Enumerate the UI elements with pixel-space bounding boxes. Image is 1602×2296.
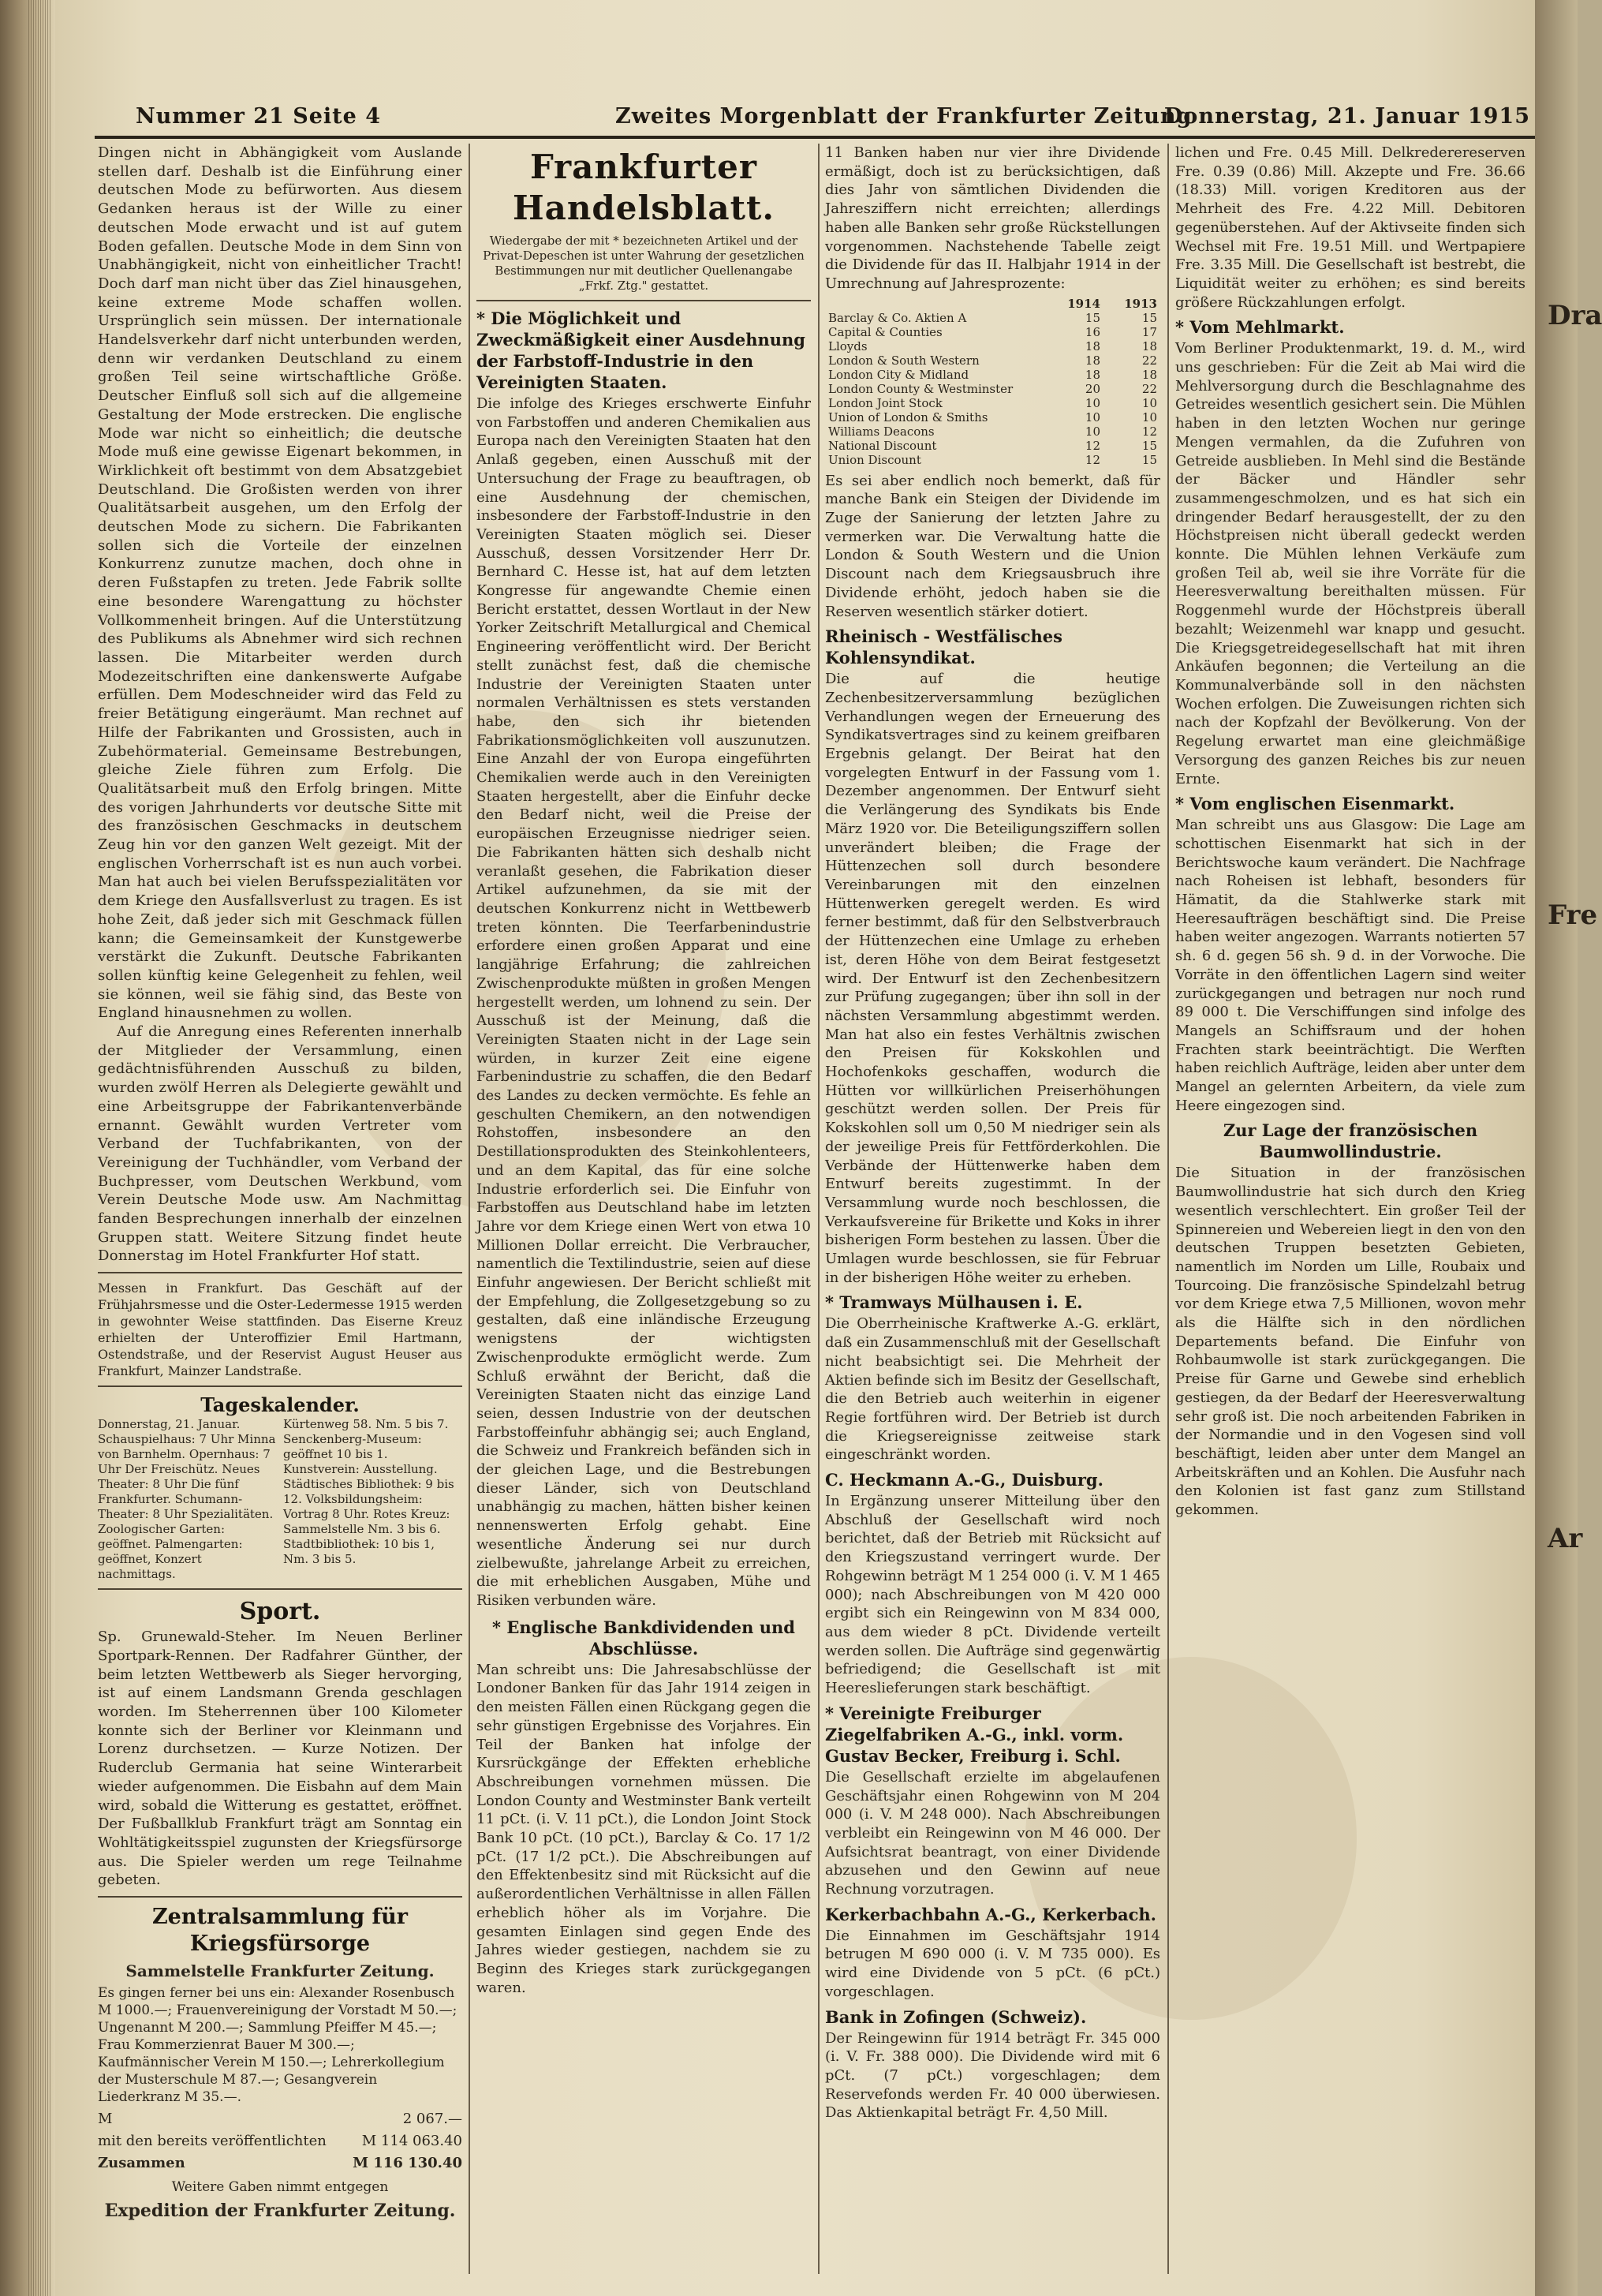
dividend-cell: 15 (1141, 452, 1157, 467)
dividend-cell: 22 (1141, 353, 1157, 368)
section-rule (98, 1385, 462, 1387)
article-continuation: Auf die Anregung eines Referenten innerhalb der Mitglieder der Versammlung, einen gedächtnisführenden Ausschuß zu bilden, wurden zwölf Herren als Delegierte gewählt und eine Arbeitsgruppe der Fabrikantenverbände ernannt. Gewählt wurden Vertreter vom Verband der Tuchfabrikanten, von der Vereinigung der Tuchhändler, vom Verband der Buchpresser, vom Deutschen Werkbund, vom Verein Deutsche Mode usw. Am Nachmittag fanden Besprechungen innerhalb der einzelnen Gruppen statt. Weitere Sitzung findet heute Donnerstag im Hotel Frankfurter Hof statt. (98, 1023, 462, 1265)
bank-name-cell (825, 297, 1047, 311)
dividend-cell: 10 (1085, 395, 1100, 410)
adjacent-page-fragment: Fre (1548, 899, 1598, 931)
section-rule (476, 300, 811, 301)
article-headline: * Die Möglichkeit und Zweckmäßigkeit einer Ausdehnung der Farbstoff-Industrie in den Vereinigten Staaten. (476, 309, 805, 392)
article-headline: Rheinisch - Westfälisches Kohlensyndikat. (825, 626, 1062, 668)
section-rule (98, 1896, 462, 1898)
dividend-cell: 18 (1141, 367, 1157, 382)
article-text: Der Reingewinn für 1914 beträgt Fr. 345 000 (i. V. Fr. 388 000). Die Dividende wird mit 6 pCt. (7 pCt.) vorgeschlagen; dem Reservefonds werden Fr. 40 000 überwiesen. Das Aktienkapital beträgt Fr. 4,50 Mill. (825, 2029, 1160, 2122)
issue-date: Donnerstag, 21. Januar 1915 (1163, 104, 1530, 129)
article-text: Die auf die heutige Zechenbesitzerversammlung bezüglichen Verhandlungen wegen der Erneuerung des Syndikatsvertrages sind zu keinem greifbaren Ergebnis gelangt. Der Beirat hat den vorgelegten Entwurf in der Fassung vom 1. Dezember angenommen. Der Entwurf sieht die Verlängerung des Syndikats bis Ende März 1920 vor. Die Beteiligungsziffern sollen unverändert bleiben; die Frage der Hüttenzechen soll durch besondere Vereinbarungen mit den einzelnen Hüttenwerken geregelt werden. Es wird ferner bestimmt, daß für den Selbstverbrauch der Hüttenzechen eine Umlage zu erheben ist, deren Höhe von dem Beirat festgesetzt wird. Der Entwurf ist den Zechenbesitzern zur Prüfung zugegangen; über ihn soll in der nächsten Versammlung abgestimmt werden. Man hat also ein festes Verhältnis zwischen den Preisen für Kokskohlen und Hochofenkoks geschaffen, wodurch die Hütten vor willkürlichen Preiserhöhungen geschützt werden sollen. Der Preis für Kokskohlen soll um 0,50 M niedriger sein als der jeweilige Preis für Fettförderkohlen. Die Verbände der Hüttenwerke haben dem Entwurf bereits zugestimmt. In der Versammlung wurde noch beschlossen, die Verkaufsvereine für Brikette und Koks in ihrer bisherigen Form bestehen zu lassen. Über die Umlagen wurde beschlossen, sie für Februar in der bisherigen Höhe weiter zu erheben. (825, 671, 1160, 1286)
bank-name-cell: Capital & Counties (828, 324, 943, 339)
bank-name-cell: London Joint Stock (828, 395, 943, 410)
article-headline: Zur Lage der französischen Baumwollindustrie. (1223, 1120, 1478, 1162)
table-row (825, 339, 1160, 353)
article-headline: * Tramways Mülhausen i. E. (825, 1292, 1083, 1313)
article-text: Die Einnahmen im Geschäftsjahr 1914 betrugen M 690 000 (i. V. M 735 000). Es wird eine Dividende von 5 pCt. (6 pCt.) vorgeschlagen. (825, 1927, 1160, 2000)
article-text: Es sei aber endlich noch bemerkt, daß für manche Bank ein Steigen der Dividende im Zuge der Sanierung der letzten Jahre zu vermerken war. Die Verwaltung hatte die London & South Western und die Union Discount nach dem Kriegsausbruch ihre Dividende erhöht, jedoch haben sie die Reserven wesentlich stärker dotiert. (825, 472, 1160, 620)
page-header (63, 104, 1530, 136)
dividend-cell: 18 (1141, 338, 1157, 353)
fund-subtitle: Sammelstelle Frankfurter Zeitung. (125, 1961, 435, 1981)
adjacent-page-fragment: Dra (1548, 300, 1602, 331)
table-row (825, 353, 1160, 368)
article-headline: Kerkerbachbahn A.-G., Kerkerbach. (825, 1904, 1156, 1924)
article-continuation: lichen und Fre. 0.45 Mill. Delkrederereserven Fre. 0.39 (0.86) Mill. Akzepte und Fre. 36.66 (18.33) Mill. vorigen Kreditoren aus der Mehrheit des Fre. 4.22 Mill. Debitoren gegenüberstehen. Auf der Aktivseite finden sich Wechsel mit Fre. 19.51 Mill. und Wertpapiere Fre. 3.35 Mill. Die Gesellschaft ist bestrebt, die Liquidität weiter zu erhöhen; es sind bereits größere Rückzahlungen erfolgt. (1175, 144, 1525, 311)
section-title: Frankfurter Handelsblatt. (512, 148, 775, 227)
donations-list: Es gingen ferner bei uns ein: Alexander Rosenbusch M 1000.—; Frauenvereinigung der Vorstadt M 50.—; Ungenannt M 200.—; Sammlung Pfeiffer M 45.—; Frau Kommerzienrat Bauer M 300.—; Kaufmännischer Verein M 150.—; Lehrerkollegium der Musterschule M 87.—; Gesangverein Liederkranz M 35.—. (98, 1985, 457, 2106)
bank-name-cell: Union Discount (828, 452, 921, 467)
dividend-cell: 1913 (1124, 296, 1157, 311)
donation-subtotal (98, 2109, 462, 2130)
previous-label: mit den bereits veröffentlichten (98, 2133, 327, 2150)
article-text: Man schreibt uns aus Glasgow: Die Lage am schottischen Eisenmarkt hat sich in der Berichtswoche kaum verändert. Die Nachfrage nach Roheisen ist lebhaft, besonders für Hämatit, da die Stahlwerke stark mit Heeresaufträgen beschäftigt sind. Die Preise haben weiter angezogen. Warrants notierten 57 sh. 6 d. gegen 56 sh. 9 d. in der Vorwoche. Die Vorräte in den öffentlichen Lagern sind weiter zurückgegangen und betragen nur noch rund 89 000 t. Die Verschiffungen sind infolge des Mangels an Schiffsraum und der hohen Frachten stark beeinträchtigt. Die Werften haben reichlich Aufträge, leiden aber unter dem Mangel an gelernten Arbeitern, da viele zum Heere eingezogen sind. (1175, 817, 1525, 1114)
article-text: Die Gesellschaft erzielte im abgelaufenen Geschäftsjahr einen Rohgewinn von M 204 000 (i. V. M 248 000). Nach Abschreibungen verbleibt ein Reingewinn von M 46 000. Der Aufsichtsrat beantragt, von einer Dividende abzusehen und den Gewinn auf neue Rechnung vorzutragen. (825, 1768, 1160, 1898)
article-text: Vom Berliner Produktenmarkt, 19. d. M., wird uns geschrieben: Für die Zeit ab Mai wird die Mehlversorgung durch die Beschlagnahme des Getreides wesentlich gesichert sein. Die Mühlen haben in den letzten Wochen nur geringe Mengen vermahlen, da die Zufuhren von Getreide ausblieben. In Mehl sind die Bestände der Bäcker und Händler sehr zusammengeschmolzen, und es hat sich ein dringender Bedarf herausgestellt, der zu den Höchstpreisen nicht überall gedeckt werden konnte. Die Mühlen lehnen Verkäufe zum großen Teil ab, weil sie ihre Vorräte für die Heeresverwaltung bereithalten müssen. Für Roggenmehl wurde der Höchstpreis überall bezahlt; Weizenmehl war knapp und gesucht. Die Kriegsgetreidegesellschaft hat mit ihren Ankäufen begonnen; die Verteilung an die Kommunalverbände soll in den nächsten Wochen erfolgen. Die Zuweisungen richten sich nach der Kopfzahl der Bevölkerung. Von der Regelung erwartet man eine gleichmäßige Versorgung des ganzen Reiches bis zur neuen Ernte. (1175, 340, 1526, 787)
dividend-cell: 15 (1141, 438, 1157, 453)
dividend-cell: 18 (1085, 353, 1100, 368)
bank-name-cell: Lloyds (828, 338, 868, 353)
article-text: Man schreibt uns: Die Jahresabschlüsse der Londoner Banken für das Jahr 1914 zeigen in den meisten Fällen einen Rückgang gegen die sehr günstigen Ergebnisse des Vorjahres. Ein Teil der Banken hat infolge der Kursrückgänge der Effekten erhebliche Abschreibungen vornehmen müssen. Die London County and Westminster Bank verteilt 11 pCt. (i. V. 11 pCt.), die London Joint Stock Bank 10 pCt. (10 pCt.), Barclay & Co. 17 1/2 pCt. (17 1/2 pCt.). Die Abschreibungen auf den Effektenbesitz sind mit Rücksicht auf die außerordentlichen Verhältnisse in allen Fällen erheblich höher als im Vorjahre. Die gesamten Einlagen sind gegen Ende des Jahres wieder gestiegen, nachdem sie zu Beginn des Krieges stark zurückgegangen waren. (476, 1661, 811, 1996)
sport-text: Sp. Grunewald-Steher. Im Neuen Berliner Sportpark-Rennen. Der Radfahrer Günther, der beim letzten Wettbewerb als Sieger hervorging, ist auf einem Landsmann Grenda geschlagen worden. Im Steherrennen über 100 Kilometer konnte sich der Berliner vor Kleinmann und Lorenz durchsetzen. — Kurze Notizen. Der Ruderclub Germania hat seine Winterarbeit wieder aufgenommen. Die Eisbahn auf dem Main wird, sobald die Witterung es gestattet, eröffnet. Der Fußballklub Frankfurt trägt am Sonntag ein Wohltätigkeitsspiel zugunsten der Kriegsfürsorge aus. Die Spieler werden um rege Teilnahme gebeten. (98, 1629, 462, 1889)
table-row (825, 382, 1160, 396)
calendar-left: Donnerstag, 21. Januar. Schauspielhaus: 7 Uhr Minna von Barnhelm. Opernhaus: 7 Uhr Der Freischütz. Neues Theater: 8 Uhr Die fünf Frankfurter. Schumann-Theater: 8 Uhr Spezialitäten. Zoologischer Garten: geöffnet. Palmengarten: geöffnet, Konzert nachmittags. (98, 1417, 276, 1582)
page-stack-edges (28, 0, 52, 2296)
total-value: M 116 130.40 (353, 2155, 462, 2172)
column-2 (476, 144, 811, 2274)
dividend-cell: 12 (1085, 452, 1100, 467)
column-rule (469, 144, 470, 2274)
table-row (825, 396, 1160, 410)
dividend-cell: 17 (1141, 324, 1157, 339)
calendar-block (98, 1417, 462, 1582)
column-4 (1175, 144, 1525, 2274)
article-headline: Bank in Zofingen (Schweiz). (825, 2006, 1087, 2027)
dividend-cell: 15 (1141, 310, 1157, 325)
further-gifts-note: Weitere Gaben nimmt entgegen (171, 2179, 389, 2196)
bank-name-cell: Barclay & Co. Aktien A (828, 310, 967, 325)
column-rule (818, 144, 820, 2274)
subtotal-value: 2 067.— (402, 2111, 462, 2128)
article-headline: * Englische Bankdividenden und Abschlüsse. (492, 1617, 795, 1658)
dividend-cell: 20 (1085, 381, 1100, 396)
header-rule (95, 136, 1535, 139)
bank-name-cell: London & South Western (828, 353, 980, 368)
page-number: Nummer 21 Seite 4 (136, 104, 381, 129)
local-notes: Messen in Frankfurt. Das Geschäft auf der Frühjahrsmesse und die Oster-Ledermesse 1915 werden in gewohnter Weise stattfinden. Das Eiserne Kreuz erhielten der Unteroffizier Emil Hartmann, Ostendstraße, und der Reservist August Heuser aus Frankfurt, Mainzer Landstraße. (98, 1281, 462, 1379)
bank-name-cell: London City & Midland (828, 367, 969, 382)
dividend-cell: 16 (1085, 324, 1100, 339)
subtotal-label: M (98, 2111, 113, 2128)
reprint-note: Wiedergabe der mit * bezeichneten Artikel und der Privat-Depeschen ist unter Wahrung der gesetzlichen Bestimmungen nur mit deutlicher Quellenangabe „Frkf. Ztg." gestattet. (483, 234, 805, 293)
adjacent-page-fragment: Ar (1548, 1523, 1583, 1554)
dividend-cell: 10 (1085, 409, 1100, 424)
fund-title: Zentralsammlung für Kriegsfürsorge (151, 1905, 409, 1957)
article-text: In Ergänzung unserer Mitteilung über den Abschluß der Gesellschaft wird noch berichtet, daß der Betrieb mit Rücksicht auf den Kriegszustand verringert wurde. Der Rohgewinn beträgt M 1 254 000 (i. V. M 1 465 000); nach Abschreibungen von M 420 000 ergibt sich ein Reingewinn von M 834 000, aus dem wieder 8 pCt. Dividende verteilt werden sollen. Die Aufträge sind gegenwärtig befriedigend; die Gesellschaft ist mit Heereslieferungen stark beschäftigt. (825, 1493, 1160, 1697)
article-headline: * Vom Mehlmarkt. (1175, 317, 1345, 338)
donation-previous (98, 2131, 462, 2152)
table-row (825, 439, 1160, 453)
article-text: Die infolge des Krieges erschwerte Einfuhr von Farbstoffen und anderen Chemikalien aus Europa nach den Vereinigten Staaten hat den Anlaß gegeben, einen Ausschuß mit der Untersuchung der Frage zu beauftragen, ob eine Ausdehnung der chemischen, insbesondere der Farbstoff-Industrie in den Vereinigten Staaten möglich sei. Dieser Ausschuß, dessen Vorsitzender Herr Dr. Bernhard C. Hesse ist, hat auf dem letzten Kongresse für angewandte Chemie einen Bericht erstattet, dessen Wortlaut in der New Yorker Zeitschrift Metallurgical and Chemical Engineering veröffentlicht wird. Der Bericht stellt zunächst fest, daß die chemische Industrie der Vereinigten Staaten unter normalen Verhältnissen es stets verstanden habe, den sich ihr bietenden Fabrikationsmöglichkeiten voll auszunutzen. Eine Anzahl der von Europa eingeführten Chemikalien werde auch in den Vereinigten Staaten hergestellt, aber die Einfuhr decke den Bedarf nicht, weil die Preise der europäischen Erzeugnisse niedriger seien. Die Fabrikanten hätten sich deshalb nicht veranlaßt gesehen, die Fabrikation dieser Artikel aufzunehmen, da sie mit der deutschen Konkurrenz nicht in Wettbewerb treten könnten. Die Teerfarbenindustrie erfordere einen großen Apparat und eine langjährige Erfahrung; die zahlreichen Zwischenprodukte müßten in großen Mengen hergestellt werden, um lohnend zu sein. Der Ausschuß ist der Meinung, daß die Vereinigten Staaten nicht in der Lage sein würden, in kurzer Zeit eine eigene Farbenindustrie zu schaffen, die den Bedarf des Landes zu decken vermöchte. Es fehle an geschulten Chemikern, an den notwendigen Rohstoffen, insbesondere an den Destillationsprodukten des Steinkohlenteers, und an dem Kapital, das für eine solche Industrie erforderlich sei. Die Einfuhr von Farbstoffen aus Deutschland habe im letzten Jahre vor dem Kriege einen Wert von etwa 10 Millionen Dollar erreicht. Die Verbraucher, namentlich die Textilindustrie, seien auf diese Einfuhr angewiesen. Der Bericht schließt mit der Empfehlung, die Zollgesetzgebung so zu gestalten, daß eine inländische Erzeugung wenigstens der wichtigsten Zwischenprodukte ermöglicht werde. Zum Schluß erwähnt der Bericht, daß die Vereinigten Staaten nicht das einzige Land seien, dessen Industrie von der deutschen Farbstoffeinfuhr abhängig sei; auch England, die Schweiz und Frankreich befänden sich in der gleichen Lage, und die Bestrebungen dieser Länder, sich von Deutschland unabhängig zu machen, hätten bisher keinen nennenswerten Erfolg gehabt. Eine wesentliche Änderung sei nur durch zielbewußte, jahrelange Arbeit zu erreichen, die mit erheblichen Ausgaben, Mühe und Risiken verbunden wäre. (476, 395, 811, 1609)
article-headline: * Vom englischen Eisenmarkt. (1175, 794, 1455, 814)
column-1 (98, 144, 462, 2274)
bank-name-cell: Williams Deacons (828, 424, 935, 439)
expedition-line: Expedition der Frankfurter Zeitung. (104, 2201, 456, 2222)
article-text: Die Oberrheinische Kraftwerke A.-G. erklärt, daß ein Zusammenschluß mit der Gesellschaft nicht beabsichtigt sei. Die Mehrheit der Aktien befinde sich im Besitz der Gesellschaft, die den Betrieb auch weiterhin in eigener Regie fortführen wird. Der Betrieb ist durch die Kriegsereignisse zeitweise stark eingeschränkt worden. (825, 1315, 1160, 1464)
dividend-cell: 12 (1141, 424, 1157, 439)
table-header-row (825, 297, 1160, 311)
donation-total (98, 2153, 462, 2174)
table-row (825, 368, 1160, 382)
table-row (825, 453, 1160, 467)
sport-title: Sport. (239, 1598, 321, 1626)
article-text: Die Situation in der französischen Baumwollindustrie hat sich durch den Krieg wesentlich verschlechtert. Ein großer Teil der Spinnereien und Webereien liegt in den von den deutschen Truppen besetzten Gebieten, namentlich im Norden um Lille, Roubaix und Tourcoing. Die französische Spindelzahl betrug vor dem Kriege etwa 7,5 Millionen, wovon mehr als die Hälfte sich in den nördlichen Departements befand. Die Einfuhr von Rohbaumwolle ist stark zurückgegangen. Die Preise für Garne und Gewebe sind erheblich gestiegen, da der Bedarf der Heeresverwaltung sehr groß ist. Die noch arbeitenden Fabriken in der Normandie und in den Vogesen sind voll beschäftigt, leiden aber unter dem Mangel an Arbeitskräften und an Kohlen. Die Ausfuhr nach den Kolonien ist fast ganz zum Stillstand gekommen. (1175, 1165, 1525, 1519)
dividend-cell: 12 (1085, 438, 1100, 453)
dividend-cell: 10 (1085, 424, 1100, 439)
column-3 (825, 144, 1160, 2274)
dividend-cell: 18 (1085, 338, 1100, 353)
article-continuation: Dingen nicht in Abhängigkeit vom Auslande stellen darf. Deshalb ist die Einführung einer deutschen Mode zu befürworten. Aus diesem Gedanken heraus ist der Wille zu einer deutschen Mode erwacht und ist auf gutem Boden gefallen. Deutsche Mode in dem Sinn von Unabhängigkeit, nicht von einheitlicher Tracht! Doch darf man nicht über das Ziel hinausgehen, keine extreme Mode schaffen wollen. Ursprünglich sein müssen. Der internationale Handelsverkehr darf nicht unterbunden werden, denn wir verdanken Deutschland zu einem großen Teil seine wirtschaftliche Größe. Deutscher Einfluß soll sich auf die allgemeine Gestaltung der Mode erstrecken. Die englische Mode war nicht so einheitlich; die deutsche Mode muß eine gewisse Eigenart bekommen, in Wirklichkeit oft bestimmt von dem Absatzgebiet Deutschland. Die Großisten werden von ihrer Qualitätsarbeit ausgehen, um den Erfolg der deutschen Mode zu sichern. Die Fabrikanten sollen sich die Vorteile der einzelnen Konkurrenz zunutze machen, doch ohne in deren Fußstapfen zu treten. Jede Fabrik sollte eine besondere Warengattung zu höchster Vollkommenheit bringen. Auf die Unterstützung des Publikums als Abnehmer wird sich rechnen lassen. Die Mitarbeiter werden durch Modezeitschriften eine dankenswerte Aufgabe erfüllen. Dem Modeschneider wird das Feld zu freier Betätigung eingeräumt. Man rechnet auf Hilfe der Fabrikanten und Grossisten, auch in Zubehörmaterial. Gemeinsame Bestrebungen, gleiche Ziele führen zum Erfolg. Die Qualitätsarbeit muß den Erfolg bringen. Mitte des vorigen Jahrhunderts vor deutsche Sitte mit des französischen Geschmacks in deutschem Zeug hin vor den ganzen Welt gezeigt. Mit der englischen Vorherrschaft ist es nun auch vorbei. Man hat auch bei vielen Berufsspezialitäten vor dem Kriege den Ausfallsverlust zu tragen. Es ist hohe Zeit, daß jeder sich mit Geschmack füllen kann; die Gemeinsamkeit der Kunstgewerbe verstärkt die Zukunft. Deutsche Fabrikanten sollen künftig keine Gelegenheit zu fehlen, weil sie können, weil sie fähig sind, das Beste von England hinausnehmen zu wollen. (98, 144, 462, 1022)
dividend-cell: 1914 (1067, 296, 1100, 311)
table-row (825, 325, 1160, 339)
dividend-cell: 22 (1141, 381, 1157, 396)
calendar-right: Kürtenweg 58. Nm. 5 bis 7. Senckenberg-Museum: geöffnet 10 bis 1. Kunstverein: Ausstellung. Städtisches Bibliothek: 9 bis 12. Volksbildungsheim: Vortrag 8 Uhr. Rotes Kreuz: Sammelstelle Nm. 3 bis 6. Stadtbibliothek: 10 bis 1, Nm. 3 bis 5. (283, 1417, 454, 1567)
column-rule (1167, 144, 1169, 2274)
table-row (825, 424, 1160, 439)
bank-name-cell: London County & Westminster (828, 381, 1014, 396)
previous-value: M 114 063.40 (361, 2133, 462, 2150)
dividend-cell: 15 (1085, 310, 1100, 325)
article-headline: * Vereinigte Freiburger Ziegelfabriken A.-G., inkl. vorm. Gustav Becker, Freiburg i. Schl. (825, 1703, 1124, 1766)
table-row (825, 311, 1160, 325)
dividend-cell: 10 (1141, 409, 1157, 424)
section-rule (98, 1272, 462, 1273)
dividend-cell: 18 (1085, 367, 1100, 382)
table-row (825, 410, 1160, 424)
adjacent-page-edge (1535, 0, 1578, 2296)
bank-name-cell: Union of London & Smiths (828, 409, 988, 424)
calendar-title: Tageskalender. (200, 1393, 360, 1417)
bank-name-cell: National Discount (828, 438, 937, 453)
dividend-cell: 10 (1141, 395, 1157, 410)
article-continuation: 11 Banken haben nur vier ihre Dividende ermäßigt, doch ist zu berücksichtigen, daß dies Jahr von sämtlichen Dividenden die Jahresziffern nicht erreichten; allerdings haben alle Banken sehr große Rückstellungen vorgenommen. Nachstehende Tabelle zeigt die Dividende für das II. Halbjahr 1914 in der Umrechnung auf Jahresprozente: (825, 144, 1160, 292)
article-headline: C. Heckmann A.-G., Duisburg. (825, 1470, 1103, 1490)
section-rule (98, 1588, 462, 1590)
total-label: Zusammen (98, 2155, 185, 2172)
masthead: Zweites Morgenblatt der Frankfurter Zeitung (615, 104, 1193, 129)
dividend-table (825, 297, 1160, 467)
